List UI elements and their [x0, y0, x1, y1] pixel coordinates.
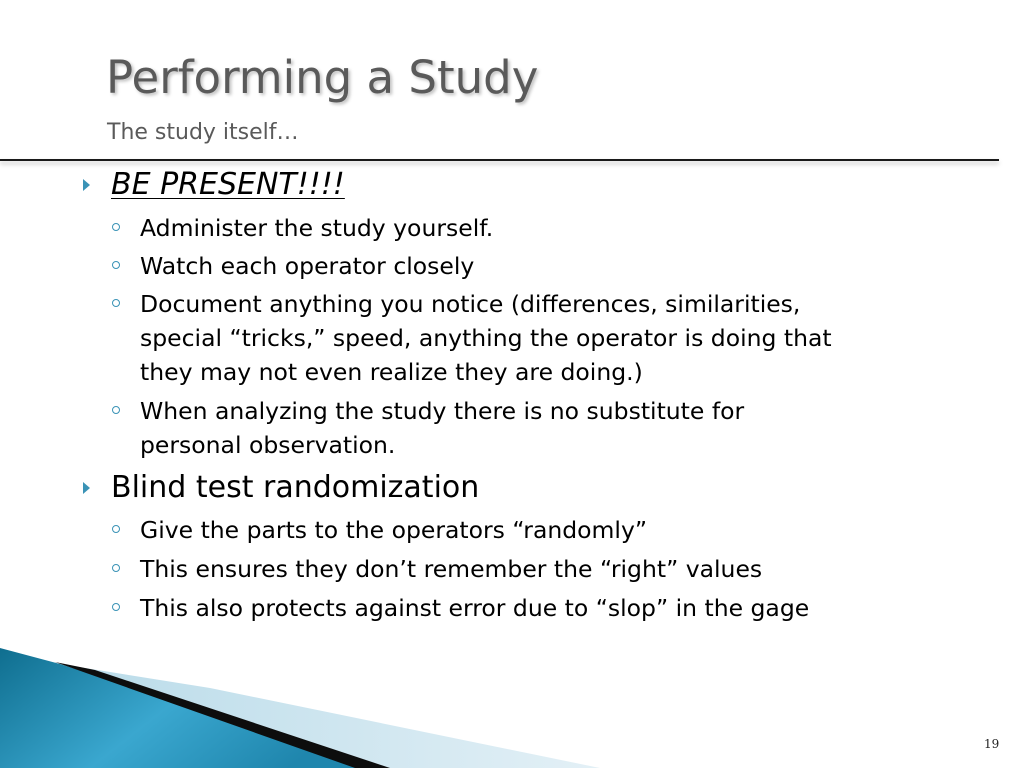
bullet-heading: BE PRESENT!!!!	[111, 167, 345, 202]
sub-bullet-text: Watch each operator closely	[140, 252, 475, 280]
sub-bullet-text: This ensures they don’t remember the “right” values	[140, 555, 763, 583]
slide-title: Performing a Study	[106, 51, 539, 104]
sub-bullet-text: Document anything you notice (differences, similarities,	[140, 290, 801, 318]
sub-bullet-text: This also protects against error due to “slop” in the gage	[140, 594, 810, 622]
bullet-heading: Blind test randomization	[111, 470, 480, 505]
sub-bullet-text: Administer the study yourself.	[140, 214, 494, 242]
sub-bullet-text: personal observation.	[140, 431, 396, 459]
slide-subtitle: The study itself…	[107, 120, 299, 145]
sub-bullet-text: When analyzing the study there is no substitute for	[140, 397, 745, 425]
sub-bullet-text: special “tricks,” speed, anything the operator is doing that	[140, 324, 832, 352]
sub-bullet-text: they may not even realize they are doing.)	[140, 358, 643, 386]
sub-bullet-text: Give the parts to the operators “randomly”	[140, 516, 648, 544]
page-number: 19	[984, 737, 1000, 751]
